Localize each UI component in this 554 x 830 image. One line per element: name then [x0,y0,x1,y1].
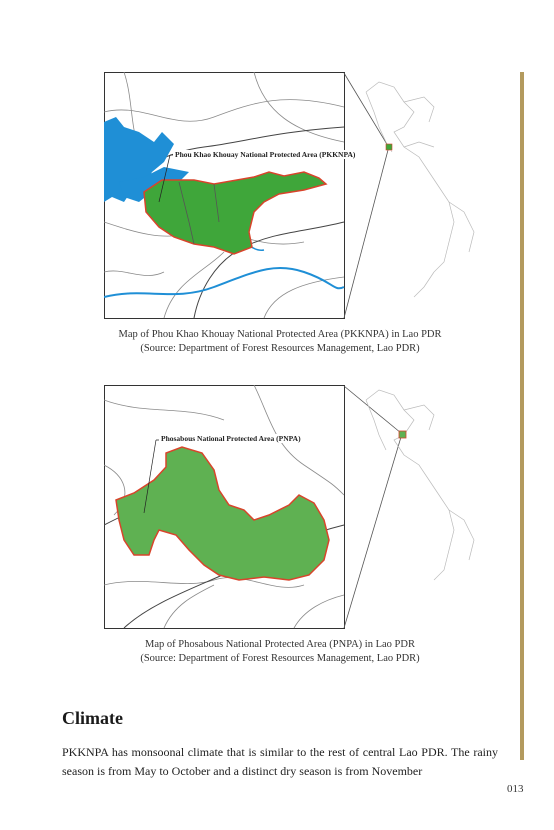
map-caption [60,328,500,356]
caption-title: Map of Phou Khao Khouay National Protected Area (PKKNPA) in Lao PDR [118,329,442,340]
caption-source: (Source: Department of Forest Resources Management, Lao PDR) [140,343,420,354]
section-heading: Climate [62,708,123,728]
map-label: Phou Khao Khouay National Protected Area (PKKNPA) [175,150,356,159]
map-caption [60,638,500,666]
map-label: Phosabous National Protected Area (PNPA) [161,434,301,443]
caption-title: Map of Phosabous National Protected Area (PNPA) in Lao PDR [145,639,415,650]
pkknpa-map [104,72,534,322]
page-number: 013 [507,783,524,795]
pnpa-map [104,385,534,635]
caption-source: (Source: Department of Forest Resources Management, Lao PDR) [140,653,420,664]
section-paragraph: PKKNPA has monsoonal climate that is similar to the rest of central Lao PDR. The rainy season is from May to October and a distinct dry season is from November [62,745,498,778]
